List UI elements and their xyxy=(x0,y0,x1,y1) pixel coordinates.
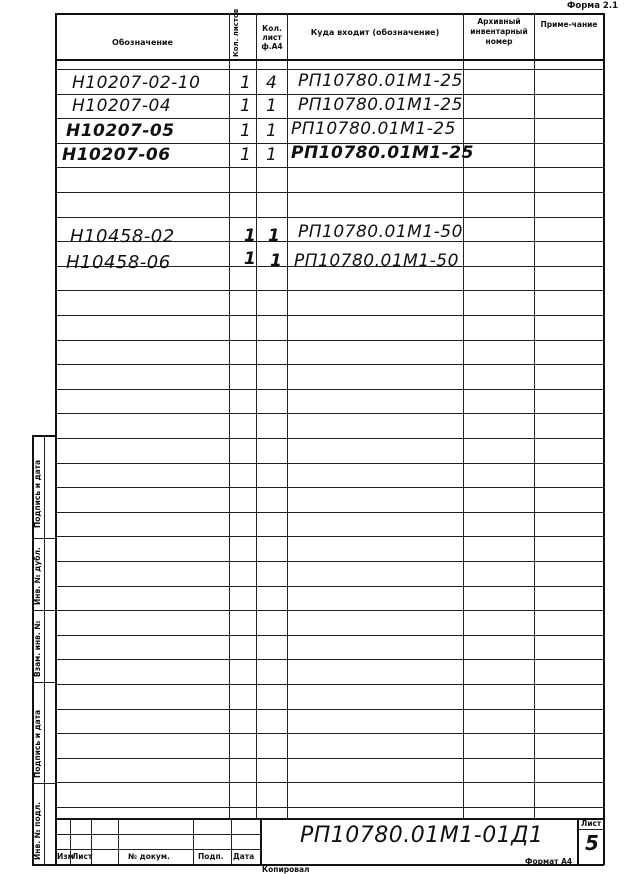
row-4-designation: H10207-06 xyxy=(62,145,171,165)
table-row-line xyxy=(55,290,604,291)
format-label: Формат А4 xyxy=(525,857,573,866)
tb-col-sign: Подп. xyxy=(198,852,224,861)
row-6-where-used: РП10780.01М1-50 xyxy=(294,251,459,271)
row-5-sheets-a4: 1 xyxy=(268,226,281,246)
table-row-line xyxy=(55,610,604,611)
col-line-3 xyxy=(287,13,288,818)
row-6-designation: H10458-06 xyxy=(66,252,171,273)
row-2-sheets: 1 xyxy=(240,96,252,116)
table-row-line xyxy=(55,69,604,70)
table-row-line xyxy=(55,733,604,734)
table-row-line xyxy=(55,684,604,685)
tb-col-5 xyxy=(231,818,232,864)
side-div-4 xyxy=(32,783,56,784)
frame-bottom xyxy=(32,864,604,866)
tb-col-date: Дата xyxy=(233,852,255,861)
row-3-designation: H10207-05 xyxy=(66,121,175,141)
row-3-sheets: 1 xyxy=(240,121,252,141)
table-row-line xyxy=(55,364,604,365)
title-block-top xyxy=(55,818,604,820)
tb-col-sheet: Лист xyxy=(72,852,93,861)
sheet-number: 5 xyxy=(585,831,600,855)
side-label-inv-dupl: Инв. № дубл. xyxy=(33,547,42,605)
table-row-line xyxy=(55,438,604,439)
col-line-2 xyxy=(256,13,257,818)
frame-right xyxy=(603,13,605,865)
side-strip-top xyxy=(32,435,56,437)
side-label-inv-orig: Инв. № подл. xyxy=(33,801,42,860)
row-3-where-used: РП10780.01М1-25 xyxy=(291,119,456,139)
side-strip-inner xyxy=(44,435,45,865)
table-row-line xyxy=(55,758,604,759)
row-2-where-used: РП10780.01М1-25 xyxy=(298,95,463,115)
side-div-2 xyxy=(32,610,56,611)
table-row-line xyxy=(55,315,604,316)
table-row-line xyxy=(55,413,604,414)
side-div-1 xyxy=(32,538,56,539)
header-archive-no: Архивный инвентарный номер xyxy=(470,17,528,46)
tb-col-doc-no: № докум. xyxy=(128,852,170,861)
tb-col-change: Изм xyxy=(57,852,74,861)
col-line-1 xyxy=(229,13,230,818)
side-label-sign-date-1: Подпись и дата xyxy=(33,459,42,528)
title-block-row-2 xyxy=(55,849,260,850)
header-note: Приме-чание xyxy=(540,20,598,29)
table-row-line xyxy=(55,586,604,587)
col-line-4 xyxy=(463,13,464,818)
row-1-sheets: 1 xyxy=(240,73,252,93)
form-label: Форма 2.1 xyxy=(566,1,618,11)
table-row-line xyxy=(55,782,604,783)
tb-col-6 xyxy=(260,818,262,864)
row-2-sheets-a4: 1 xyxy=(266,96,278,116)
sheet-label: Лист xyxy=(581,819,602,828)
table-row-line xyxy=(55,659,604,660)
side-div-3 xyxy=(32,682,56,683)
header-divider xyxy=(55,59,604,61)
table-row-line xyxy=(55,340,604,341)
header-qty-sheets-a4: Кол. лист ф.А4 xyxy=(261,24,283,51)
row-1-where-used: РП10780.01М1-25 xyxy=(298,71,463,91)
row-4-sheets-a4: 1 xyxy=(266,145,278,165)
row-5-designation: H10458-02 xyxy=(70,226,175,247)
row-5-sheets: 1 xyxy=(244,226,257,246)
row-6-sheets: 1 xyxy=(244,249,257,269)
header-qty-sheets: Кол. листов xyxy=(232,8,240,57)
table-row-line xyxy=(55,561,604,562)
tb-sheet-col xyxy=(577,818,579,864)
table-row-line xyxy=(55,807,604,808)
tb-sheet-divider xyxy=(577,829,604,830)
row-3-sheets-a4: 1 xyxy=(266,121,278,141)
tb-col-3 xyxy=(118,818,119,864)
table-row-line xyxy=(55,709,604,710)
side-label-sign-date-2: Подпись и дата xyxy=(33,709,42,778)
table-row-line xyxy=(55,192,604,193)
tb-col-4 xyxy=(193,818,194,864)
table-row-line xyxy=(55,167,604,168)
side-label-inv-replace: Взам. инв. № xyxy=(33,620,42,677)
row-6-sheets-a4: 1 xyxy=(270,251,283,271)
title-block-row-1 xyxy=(55,834,260,835)
header-where-used: Куда входит (обозначение) xyxy=(310,28,440,37)
col-line-5 xyxy=(534,13,535,818)
row-2-designation: H10207-04 xyxy=(72,96,172,116)
row-1-designation: H10207-02-10 xyxy=(72,73,201,93)
row-5-where-used: РП10780.01М1-50 xyxy=(298,222,463,242)
table-row-line xyxy=(55,536,604,537)
row-4-where-used: РП10780.01М1-25 xyxy=(291,143,474,163)
row-1-sheets-a4: 4 xyxy=(266,73,278,93)
table-row-line xyxy=(55,512,604,513)
document-code: РП10780.01М1-01Д1 xyxy=(300,823,544,848)
row-4-sheets: 1 xyxy=(240,145,252,165)
table-row-line xyxy=(55,463,604,464)
copied-label: Копировал xyxy=(262,865,310,874)
header-designation: Обозначение xyxy=(112,38,173,47)
frame-left xyxy=(55,13,57,865)
frame-top xyxy=(55,13,604,15)
table-row-line xyxy=(55,217,604,218)
table-row-line xyxy=(55,487,604,488)
table-row-line xyxy=(55,635,604,636)
table-row-line xyxy=(55,389,604,390)
